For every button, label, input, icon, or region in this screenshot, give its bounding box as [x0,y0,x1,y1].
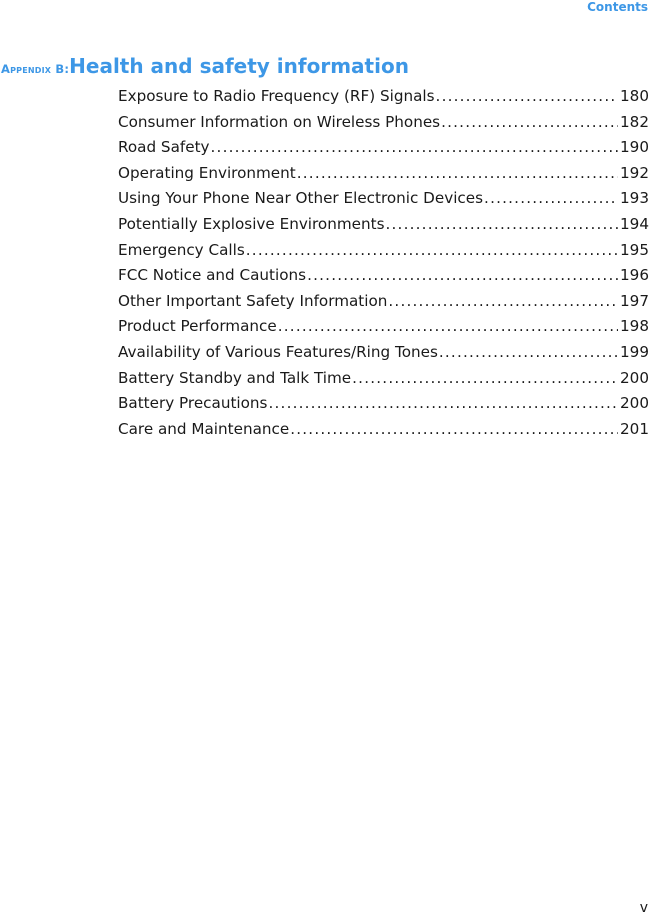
toc-entry-title: Exposure to Radio Frequency (RF) Signals [118,87,435,105]
toc-leader-dots [290,417,618,443]
toc-entry-page: 201 [620,419,649,438]
toc-entry-title: Consumer Information on Wireless Phones [118,112,441,131]
toc-leader-dots [211,135,618,161]
toc-entry[interactable] [118,238,649,264]
toc-entry[interactable] [118,340,649,366]
page-number: v [639,900,648,916]
toc-entry-page: 200 [620,368,649,387]
toc-entry-page: 196 [620,266,649,285]
toc-entry-page: 193 [620,189,649,208]
toc-entry-page: 195 [620,240,649,259]
section-title: Health and safety information [69,54,409,78]
toc-entry-page: 180 [620,87,649,105]
toc-leader-dots [307,263,618,289]
toc-entry-title: Battery Standby and Talk Time [118,368,352,387]
toc-entry-title: Operating Environment [118,163,296,182]
toc-leader-dots [441,110,618,136]
toc-entry[interactable] [118,135,649,161]
toc-entry[interactable] [118,263,649,289]
toc-leader-dots [246,238,618,264]
toc-entry[interactable] [118,110,649,136]
toc-entry-page: 182 [620,112,649,131]
toc-entry-page: 190 [620,138,649,157]
toc-entry[interactable] [118,186,649,212]
toc-entry[interactable] [118,417,649,443]
toc-entry-title: Battery Precautions [118,394,268,413]
section-heading [1,54,409,78]
toc-entry[interactable] [118,289,649,315]
toc-entry[interactable] [118,161,649,187]
toc-entry-page: 200 [620,394,649,413]
toc-leader-dots [439,340,618,366]
toc-entry-title: Emergency Calls [118,240,245,259]
toc-entry-title: FCC Notice and Cautions [118,266,307,285]
toc-entry-page: 197 [620,291,649,310]
toc-leader-dots [484,186,618,212]
toc-leader-dots [436,84,618,110]
toc-entry-page: 194 [620,214,649,233]
toc-entry-title: Care and Maintenance [118,419,290,438]
toc-leader-dots [388,289,618,315]
toc-entry-page: 198 [620,317,649,336]
toc-leader-dots [386,212,619,238]
toc-entry-title: Other Important Safety Information [118,291,388,310]
appendix-label: Appendix B: [1,62,70,76]
toc-entry[interactable] [118,366,649,392]
toc-entry-page: 192 [620,163,649,182]
toc-leader-dots [297,161,618,187]
toc-entry[interactable] [118,314,649,340]
toc-entry-title: Product Performance [118,317,277,336]
toc-entry-title: Potentially Explosive Environments [118,214,385,233]
toc-entry-title: Using Your Phone Near Other Electronic Devices [118,189,484,208]
toc-entry[interactable] [118,212,649,238]
toc-leader-dots [268,391,618,417]
toc-entry-title: Road Safety [118,138,210,157]
toc-list [118,84,649,442]
toc-entry-page: 199 [620,342,649,361]
toc-leader-dots [352,366,618,392]
running-header: Contents [587,0,648,14]
toc-entry-title: Availability of Various Features/Ring Tones [118,342,438,361]
toc-entry[interactable] [118,391,649,417]
toc-entry[interactable] [118,84,649,110]
toc-leader-dots [278,314,618,340]
